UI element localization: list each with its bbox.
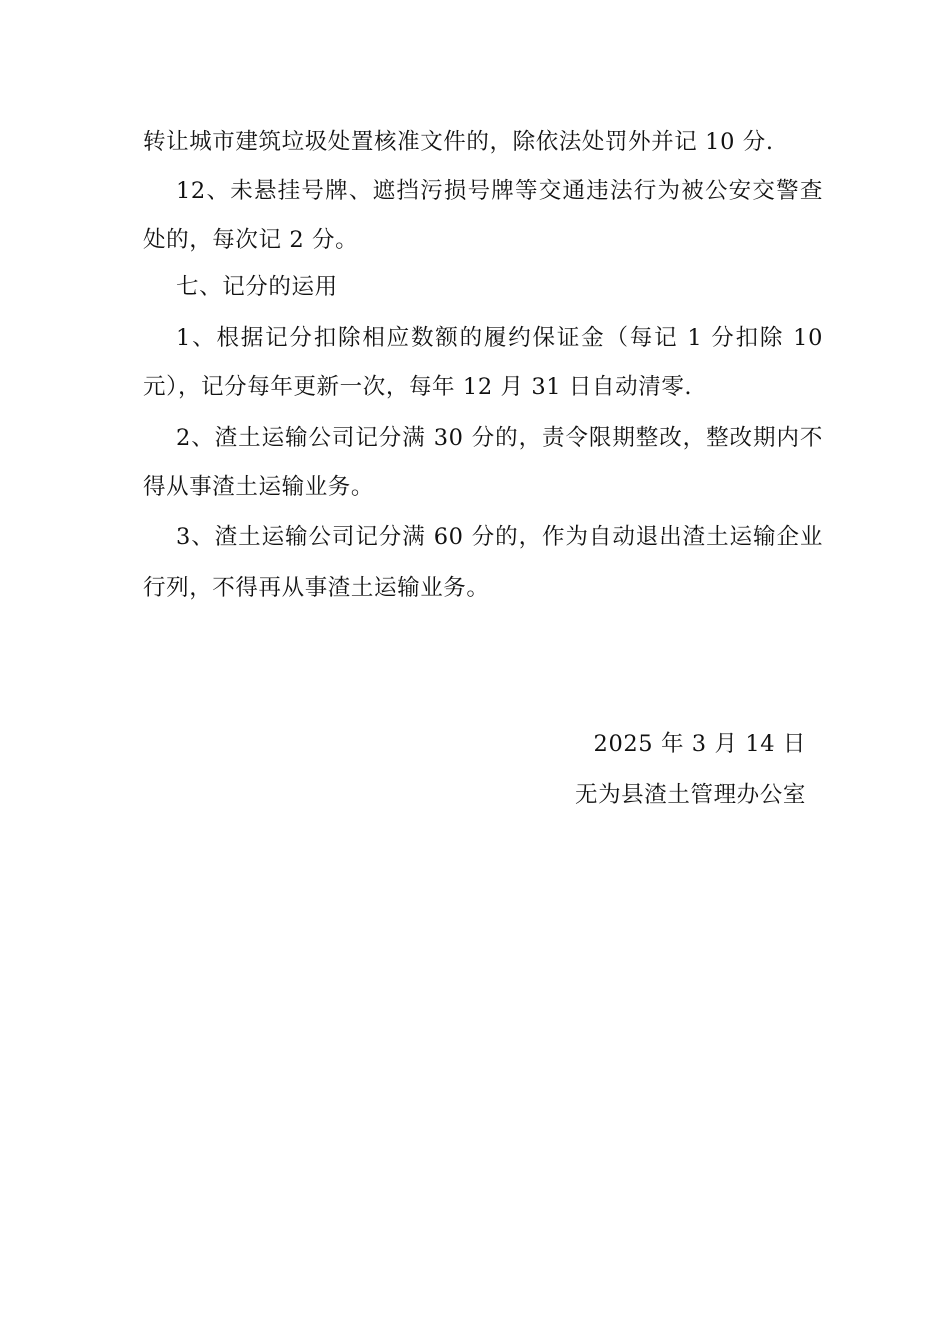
issuer-name: 无为县渣土管理办公室 — [574, 782, 806, 808]
section-heading: 七、记分的运用 — [176, 274, 338, 300]
paragraph-line: 12、未悬挂号牌、遮挡污损号牌等交通违法行为被公安交警查 — [176, 178, 823, 204]
paragraph-line: 1、根据记分扣除相应数额的履约保证金（每记 1 分扣除 10 — [176, 325, 823, 351]
paragraph-line: 转让城市建筑垃圾处置核准文件的，除依法处罚外并记 10 分. — [143, 129, 774, 155]
paragraph-line: 得从事渣土运输业务。 — [143, 474, 375, 500]
paragraph-line: 2、渣土运输公司记分满 30 分的，责令限期整改，整改期内不 — [176, 425, 823, 451]
paragraph-line: 元），记分每年更新一次，每年 12 月 31 日自动清零. — [143, 374, 693, 400]
document-date: 2025 年 3 月 14 日 — [593, 731, 806, 757]
paragraph-line: 处的，每次记 2 分。 — [143, 227, 359, 253]
paragraph-line: 行列，不得再从事渣土运输业务。 — [143, 575, 490, 601]
paragraph-line: 3、渣土运输公司记分满 60 分的，作为自动退出渣土运输企业 — [176, 524, 823, 550]
